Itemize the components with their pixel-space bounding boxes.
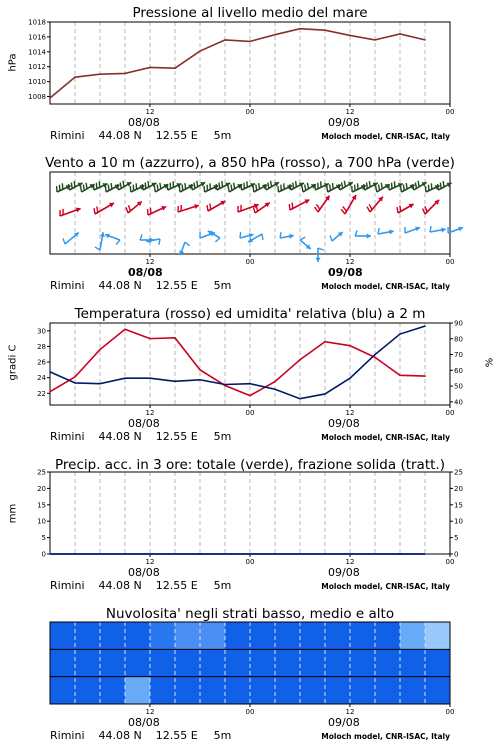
y-tick-label: 1014 [28, 48, 46, 57]
location-lat: 44.08 N [98, 729, 142, 742]
y-tick-label: 0 [41, 550, 46, 559]
cloud-cell [175, 649, 200, 676]
model-credit: Moloch model, CNR-ISAC, Italy [321, 132, 450, 141]
y-tick-label: 50 [454, 382, 463, 391]
rh-ylabel: % [484, 357, 496, 368]
cloud-cell [150, 649, 175, 676]
cloud-cell [425, 677, 450, 704]
temp-title: Temperatura (rosso) ed umidita' relativa (blu) a 2 m [74, 306, 426, 322]
cloud-cell [275, 677, 300, 704]
cloud-cell [125, 622, 150, 649]
y-tick-label: 0 [454, 550, 459, 559]
location-lat: 44.08 N [98, 279, 142, 292]
x-tick-label: 12 [345, 258, 355, 266]
x-tick-label: 00 [245, 258, 255, 266]
wind-title: Vento a 10 m (azzurro), a 850 hPa (rosso), a 700 hPa (verde) [45, 155, 455, 171]
y-tick-label: 10 [37, 517, 46, 526]
y-tick-label: 28 [37, 342, 46, 351]
cloud-cell [325, 649, 350, 676]
date-label: 08/08 [128, 266, 163, 279]
x-tick-label: 00 [445, 558, 455, 566]
y-tick-label: 1018 [28, 18, 46, 27]
cloud-cell [350, 649, 375, 676]
cloud-cell [425, 622, 450, 649]
y-tick-label: 1016 [28, 33, 46, 42]
model-credit: Moloch model, CNR-ISAC, Italy [321, 282, 450, 291]
x-tick-label: 12 [145, 409, 155, 417]
x-tick-label: 12 [145, 708, 155, 716]
cloud-cell [225, 622, 250, 649]
y-tick-label: 10 [454, 517, 463, 526]
y-tick-label: 25 [454, 468, 463, 477]
y-tick-label: 15 [454, 501, 463, 510]
y-tick-label: 5 [454, 534, 459, 543]
cloud-cell [300, 622, 325, 649]
cloud-cell [200, 649, 225, 676]
cloud-cell [275, 649, 300, 676]
cloud-cell [50, 649, 75, 676]
location-name: Rimini [50, 279, 85, 292]
cloud-cell [375, 677, 400, 704]
x-tick-label: 00 [245, 409, 255, 417]
cloud-cell [325, 622, 350, 649]
x-tick-label: 12 [145, 558, 155, 566]
cloud-cell [400, 677, 425, 704]
location-name: Rimini [50, 729, 85, 742]
location-lon: 12.55 E [155, 279, 198, 292]
date-label: 08/08 [128, 566, 160, 579]
cloud-cell [375, 622, 400, 649]
cloud-cell [75, 677, 100, 704]
y-tick-label: 30 [37, 327, 46, 336]
station-info [50, 729, 231, 742]
date-label: 09/08 [328, 566, 360, 579]
station-info [50, 579, 231, 592]
x-tick-label: 12 [145, 108, 155, 116]
location-lat: 44.08 N [98, 430, 142, 443]
x-tick-label: 12 [345, 409, 355, 417]
cloud-cell [200, 622, 225, 649]
cloud-cell [425, 649, 450, 676]
x-tick-label: 00 [245, 558, 255, 566]
y-tick-label: 1012 [28, 63, 46, 72]
cloud-cell [50, 622, 75, 649]
pressure-title: Pressione al livello medio del mare [132, 5, 368, 21]
model-credit: Moloch model, CNR-ISAC, Italy [321, 582, 450, 591]
cloud-cell [125, 649, 150, 676]
precip-title: Precip. acc. in 3 ore: totale (verde), frazione solida (tratt.) [55, 457, 445, 473]
cloud-title: Nuvolosita' negli strati basso, medio e alto [105, 606, 395, 622]
x-tick-label: 00 [445, 108, 455, 116]
y-tick-label: 80 [454, 335, 463, 344]
cloud-cell [100, 649, 125, 676]
x-tick-label: 00 [445, 258, 455, 266]
y-tick-label: 25 [37, 468, 46, 477]
y-tick-label: 20 [454, 484, 463, 493]
cloud-cell [50, 677, 75, 704]
cloud-cell [100, 622, 125, 649]
station-info [50, 430, 231, 443]
location-elev: 5m [213, 279, 232, 292]
location-elev: 5m [213, 579, 232, 592]
cloud-cell [400, 649, 425, 676]
cloud-cell [250, 622, 275, 649]
cloud-cell [325, 677, 350, 704]
location-elev: 5m [213, 729, 232, 742]
x-tick-label: 12 [345, 108, 355, 116]
date-label: 09/08 [328, 716, 360, 729]
location-name: Rimini [50, 579, 85, 592]
cloud-cell [350, 677, 375, 704]
x-tick-label: 12 [145, 258, 155, 266]
location-lon: 12.55 E [155, 129, 198, 142]
cloud-cell [250, 677, 275, 704]
y-tick-label: 26 [37, 358, 46, 367]
precip-ylabel: mm [7, 503, 19, 524]
y-tick-label: 90 [454, 319, 463, 328]
cloud-cell [175, 622, 200, 649]
x-tick-label: 12 [345, 708, 355, 716]
y-tick-label: 1010 [28, 78, 46, 87]
cloud-cell [400, 622, 425, 649]
cloud-cell [300, 677, 325, 704]
location-lat: 44.08 N [98, 579, 142, 592]
date-label: 09/08 [328, 116, 360, 129]
date-label: 08/08 [128, 417, 160, 430]
cloud-cell [250, 649, 275, 676]
date-label: 09/08 [328, 266, 363, 279]
date-label: 08/08 [128, 116, 160, 129]
location-lat: 44.08 N [98, 129, 142, 142]
x-tick-label: 00 [245, 708, 255, 716]
cloud-cell [125, 677, 150, 704]
cloud-cell [350, 622, 375, 649]
model-credit: Moloch model, CNR-ISAC, Italy [321, 433, 450, 442]
y-tick-label: 60 [454, 366, 463, 375]
cloud-cell [200, 677, 225, 704]
location-elev: 5m [213, 430, 232, 443]
temp-ylabel: gradi C [7, 344, 19, 381]
cloud-cell [150, 677, 175, 704]
location-name: Rimini [50, 430, 85, 443]
cloud-cell [75, 622, 100, 649]
cloud-cell [225, 677, 250, 704]
cloud-cell [225, 649, 250, 676]
location-lon: 12.55 E [155, 579, 198, 592]
cloud-cell [150, 622, 175, 649]
date-label: 08/08 [128, 716, 160, 729]
y-tick-label: 40 [454, 398, 463, 407]
x-tick-label: 00 [445, 708, 455, 716]
y-tick-label: 70 [454, 351, 463, 360]
location-lon: 12.55 E [155, 729, 198, 742]
cloud-cell [275, 622, 300, 649]
pressure-ylabel: hPa [7, 53, 19, 72]
model-credit: Moloch model, CNR-ISAC, Italy [321, 732, 450, 741]
y-tick-label: 20 [37, 484, 46, 493]
y-tick-label: 1008 [28, 93, 46, 102]
station-info [50, 279, 231, 292]
x-tick-label: 12 [345, 558, 355, 566]
cloud-cell [375, 649, 400, 676]
cloud-cell [175, 677, 200, 704]
location-name: Rimini [50, 129, 85, 142]
date-label: 09/08 [328, 417, 360, 430]
location-lon: 12.55 E [155, 430, 198, 443]
y-tick-label: 15 [37, 501, 46, 510]
cloud-cell [100, 677, 125, 704]
x-tick-label: 00 [245, 108, 255, 116]
cloud-cell [300, 649, 325, 676]
station-info [50, 129, 231, 142]
y-tick-label: 22 [37, 389, 46, 398]
y-tick-label: 24 [37, 374, 46, 383]
x-tick-label: 00 [445, 409, 455, 417]
location-elev: 5m [213, 129, 232, 142]
y-tick-label: 5 [41, 534, 46, 543]
cloud-cell [75, 649, 100, 676]
